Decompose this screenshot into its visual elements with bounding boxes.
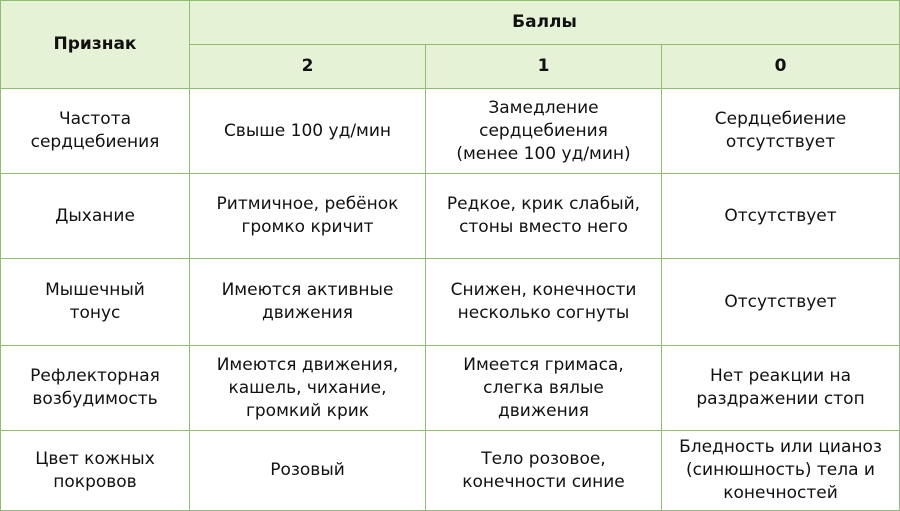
score-1-cell: Замедление сердцебиения (менее 100 уд/мин): [426, 89, 662, 174]
header-row-1: [1, 1, 900, 45]
score-1-cell: Снижен, конечности несколько согнуты: [426, 259, 662, 346]
table-row-skin-color: [1, 431, 900, 511]
header-score-0: 0: [662, 45, 900, 89]
score-2-cell: Имеются активные движения: [190, 259, 426, 346]
score-1-cell: Имеется гримаса, слегка вялые движения: [426, 346, 662, 431]
feature-cell: Цвет кожных покровов: [1, 431, 190, 511]
score-2-cell: Имеются движения, кашель, чихание, громкий крик: [190, 346, 426, 431]
score-0-cell: Нет реакции на раздражении стоп: [662, 346, 900, 431]
score-0-cell: Отсутствует: [662, 259, 900, 346]
score-1-cell: Тело розовое, конечности синие: [426, 431, 662, 511]
feature-cell: Рефлекторная возбудимость: [1, 346, 190, 431]
score-0-cell: Отсутствует: [662, 174, 900, 259]
feature-cell: Частота сердцебиения: [1, 89, 190, 174]
score-0-cell: Бледность или цианоз (синюшность) тела и конечностей: [662, 431, 900, 511]
feature-cell: Дыхание: [1, 174, 190, 259]
header-score-group: Баллы: [190, 1, 900, 45]
header-score-2: 2: [190, 45, 426, 89]
header-score-1: 1: [426, 45, 662, 89]
feature-cell: Мышечный тонус: [1, 259, 190, 346]
table-row-reflex: [1, 346, 900, 431]
score-2-cell: Свыше 100 уд/мин: [190, 89, 426, 174]
score-1-cell: Редкое, крик слабый, стоны вместо него: [426, 174, 662, 259]
header-feature: Признак: [1, 1, 190, 89]
table-row-breathing: [1, 174, 900, 259]
score-2-cell: Ритмичное, ребёнок громко кричит: [190, 174, 426, 259]
score-2-cell: Розовый: [190, 431, 426, 511]
table-row-muscle-tone: [1, 259, 900, 346]
table-row-heart-rate: [1, 89, 900, 174]
score-0-cell: Сердцебиение отсутствует: [662, 89, 900, 174]
